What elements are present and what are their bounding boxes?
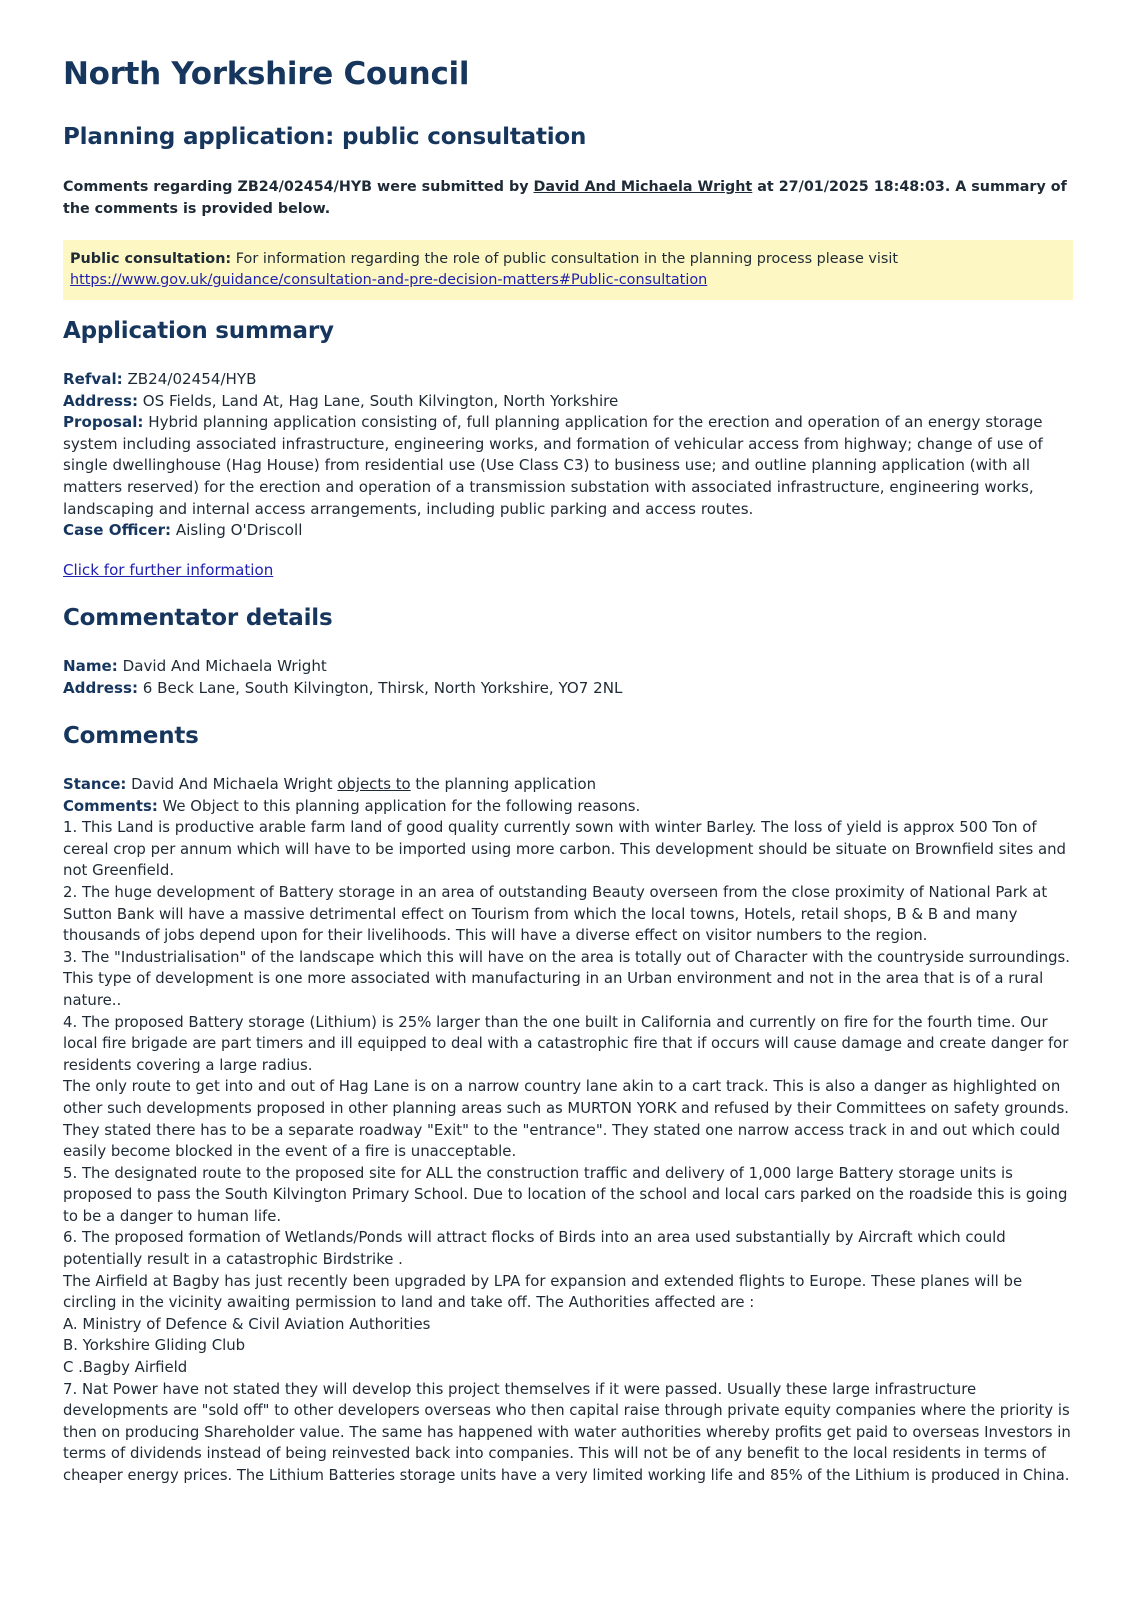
commentator-details [63,656,1073,699]
comment-line: potentially result in a catastrophic Birdstrike . [63,1250,403,1269]
comment-line: 6. The proposed formation of Wetlands/Ponds will attract flocks of Birds into an area used substantially by Aircraft which could [63,1228,1006,1247]
comment-line: thousands of jobs depend upon for their livelihoods. This will have a diverse effect on visitor numbers to the region. [63,926,928,945]
comment-line: easily become blocked in the event of a fire is unacceptable. [63,1142,517,1161]
stance-verb: objects to [337,775,411,793]
address-value: OS Fields, Land At, Hag Lane, South Kilvington, North Yorkshire [137,391,619,410]
comment-line: Sutton Bank will have a massive detrimental effect on Tourism from which the local towns, Hotels, retail shops, B & B and many [63,904,1018,923]
notice-label: Public consultation: [70,251,232,267]
comment-line: 3. The "Industrialisation" of the landscape which this will have on the area is totally out of Character with the countryside surroundings. [63,948,1070,966]
stance-label: Stance: [63,775,127,793]
comment-line: 7. Nat Power have not stated they will develop this project themselves if it were passed. Usually these large infrastructure [63,1379,977,1398]
proposal-row [63,412,1073,520]
comment-line: 2. The huge development of Battery storage in an area of outstanding Beauty overseen from the close proximity of National Park at [63,882,1048,901]
page-subtitle: Planning application: public consultation [63,124,587,150]
public-consultation-notice [63,240,1073,300]
case-officer-value: Aisling O'Driscoll [171,521,303,540]
comment-line: residents covering a large radius. [63,1055,313,1074]
comment-line: then on producing Shareholder value. The same has happened with water authorities whereby profits get paid to overseas Investors in [63,1422,1071,1441]
refval-value: ZB24/02454/HYB [122,370,257,388]
submission-intro [63,176,1073,220]
comment-line: to be a danger to human life. [63,1206,282,1225]
comment-line: nature.. [63,990,122,1009]
comment-line: cheaper energy prices. The Lithium Batteries storage units have a very limited working life and 85% of the Lithium is produced in China. [63,1467,1070,1484]
comment-line: C .Bagby Airfield [63,1358,188,1377]
comment-line: The only route to get into and out of Hag Lane is on a narrow country lane akin to a cart track. This is also a danger as highlighted on [63,1077,1061,1096]
address-label: Address: [63,391,138,410]
case-officer-row [63,520,1073,542]
comment-line: 1. This Land is productive arable farm land of good quality currently sown with winter Barley. The loss of yield is approx 500 Ton of [63,818,1037,837]
refval-label: Refval: [63,370,123,388]
comment-line: developments are "sold off" to other developers overseas who then capital raise through private equity companies where the priority is [63,1402,1070,1420]
intro-suffix: at 27/01/2025 18:48:03. A summary of the comments is provided below. [63,179,1067,217]
further-information-link[interactable]: Click for further information [63,561,274,579]
commentator-address-value: 6 Beck Lane, South Kilvington, Thirsk, North Yorkshire, YO7 2NL [137,678,623,697]
proposal-label: Proposal: [63,413,144,432]
proposal-value: Hybrid planning application consisting of, full planning application for the erection and operation of an energy storage system including associated infrastructure, engineering works, and formation of vehicular access from highway; change of use of single dwellinghouse (Hag House) from residential use (Use Class C3) to business use; and outline planning application (with all matters reserved) for the erection and operation of a transmission substation with associated infrastructure, engineering works, landscaping and internal access arrangements, including public parking and access routes. [63,413,1043,518]
further-info-row [63,560,1073,582]
comment-line: 4. The proposed Battery storage (Lithium) is 25% larger than the one built in California and currently on fire for the fourth time. Our [63,1012,1048,1031]
address-row [63,391,1073,413]
notice-text: For information regarding the role of public consultation in the planning process please visit [231,251,899,267]
consultation-guidance-link[interactable]: https://www.gov.uk/guidance/consultation-and-pre-decision-matters#Public-consultation [70,272,708,288]
council-title: North Yorkshire Council [63,56,470,92]
comment-line: This type of development is one more associated with manufacturing in an Urban environment and not in the area that is of a rural [63,969,1044,988]
comment-line: B. Yorkshire Gliding Club [63,1336,246,1355]
comment-line: proposed to pass the South Kilvington Primary School. Due to location of the school and local cars parked on the roadside this is going [63,1185,1068,1204]
comment-line: They stated there has to be a separate roadway "Exit" to the "entrance". They stated one narrow access track in and out which could [63,1120,1061,1139]
comments-body [63,774,1073,1487]
case-officer-label: Case Officer: [63,521,172,540]
commentator-address-row [63,678,1073,700]
comments-heading: Comments [63,723,199,749]
comment-line: terms of dividends instead of being reinvested back into companies. This will not be of any benefit to the local residents in terms of [63,1444,1047,1463]
comment-line: circling in the vicinity awaiting permission to land and take off. The Authorities affected are : [63,1293,755,1312]
stance-suffix: the planning application [410,775,597,793]
application-summary-heading: Application summary [63,318,334,344]
refval-row [63,369,1073,391]
submitter-link[interactable]: David And Michaela Wright [533,179,753,195]
comment-line: 5. The designated route to the proposed site for ALL the construction traffic and delivery of 1,000 large Battery storage units is [63,1163,1013,1182]
comment-line: A. Ministry of Defence & Civil Aviation Authorities [63,1314,431,1333]
comments-intro: We Object to this planning application for the following reasons. [157,796,641,815]
comment-line: cereal crop per annum which will have to be imported using more carbon. This development should be situate on Brownfield sites and [63,839,1066,858]
comments-intro-row [63,796,1073,818]
application-summary [63,369,1073,542]
name-label: Name: [63,657,118,675]
intro-prefix: Comments regarding ZB24/02454/HYB were submitted by [63,179,534,195]
stance-name: David And Michaela Wright [126,775,338,793]
name-value: David And Michaela Wright [117,657,327,675]
stance-row [63,774,1073,796]
commentator-address-label: Address: [63,678,138,697]
commentator-details-heading: Commentator details [63,605,333,631]
name-row [63,656,1073,678]
comment-line: not Greenfield. [63,861,175,880]
comments-label: Comments: [63,796,158,815]
comment-line: other such developments proposed in other planning areas such as MURTON YORK and refused by their Committees on safety grounds. [63,1099,1069,1117]
comment-line: The Airfield at Bagby has just recently been upgraded by LPA for expansion and extended flights to Europe. These planes will be [63,1271,1023,1290]
comment-line: local fire brigade are part timers and ill equipped to deal with a catastrophic fire that if occurs will cause damage and create danger for [63,1035,1069,1053]
